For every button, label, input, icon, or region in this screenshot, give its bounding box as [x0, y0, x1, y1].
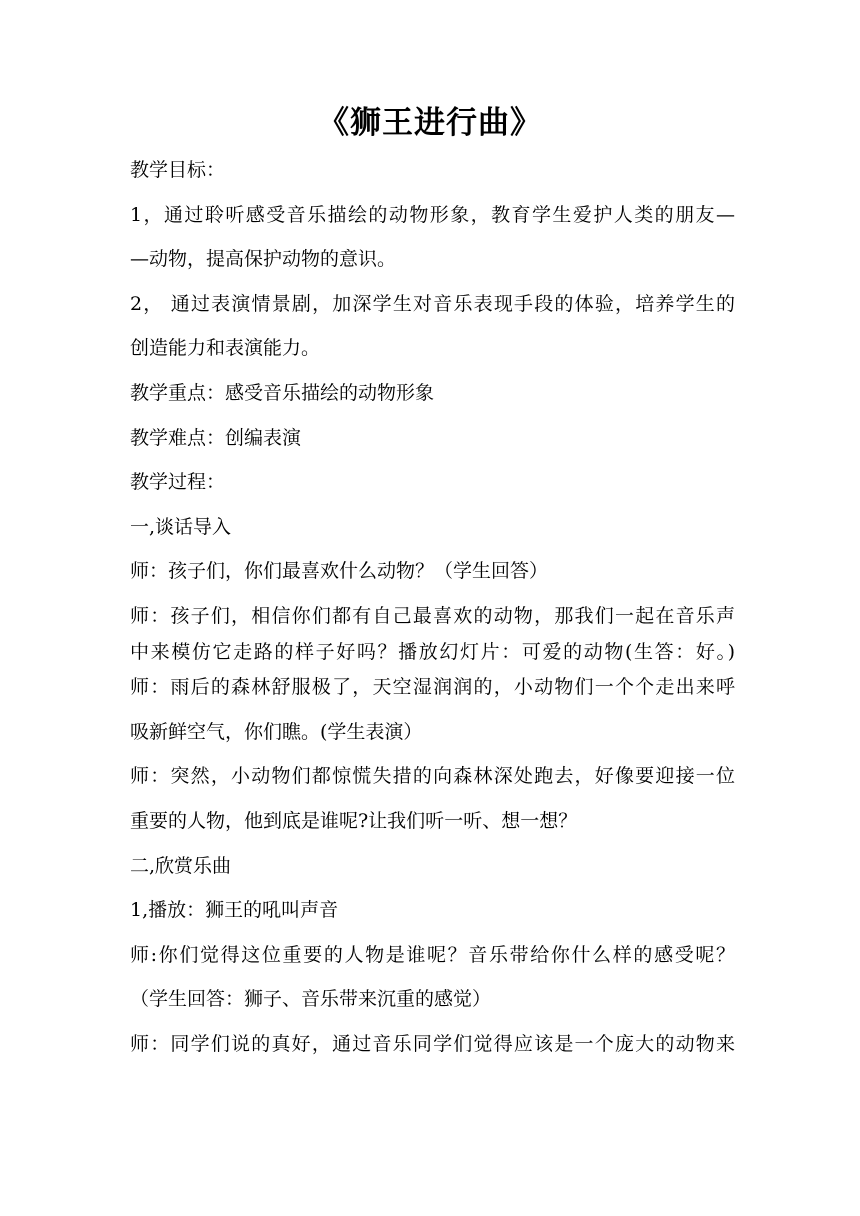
text-line: 教学过程： [130, 471, 226, 494]
text-line: 师:你们觉得这位重要的人物是谁呢？音乐带给你什么样的感受呢？ [130, 943, 735, 966]
text-line: 2， 通过表演情景剧，加深学生对音乐表现手段的体验，培养学生的 [130, 292, 735, 315]
text-line: （学生回答：狮子、音乐带来沉重的感觉） [130, 988, 492, 1011]
text-line: 师：孩子们，相信你们都有自己最喜欢的动物，那我们一起在音乐声 [130, 604, 735, 627]
text-line: 创造能力和表演能力。 [130, 337, 321, 360]
text-line: 1，通过聆听感受音乐描绘的动物形象，教育学生爱护人类的朋友— [130, 203, 735, 226]
text-line: 二,欣赏乐曲 [130, 854, 232, 877]
text-line: 师：同学们说的真好，通过音乐同学们觉得应该是一个庞大的动物来 [130, 1032, 735, 1055]
text-line: 教学目标： [130, 159, 226, 181]
text-line: 1,播放：狮王的吼叫声音 [130, 899, 339, 922]
text-line: 教学难点：创编表演 [130, 426, 302, 449]
text-line: 一,谈话导入 [130, 515, 232, 538]
document-title: 《狮王进行曲》 [318, 105, 542, 141]
document-body [130, 153, 735, 1071]
text-line: 教学重点：感受音乐描绘的动物形象 [130, 381, 435, 404]
text-line: 师：突然，小动物们都惊慌失措的向森林深处跑去，好像要迎接一位 [130, 765, 735, 788]
text-line: 重要的人物，他到底是谁呢?让我们听一听、想一想？ [130, 809, 578, 832]
text-line: 师：雨后的森林舒服极了，天空湿润润的，小动物们一个个走出来呼 [130, 676, 735, 699]
text-line: —动物，提高保护动物的意识。 [130, 248, 397, 271]
text-line: 师：孩子们，你们最喜欢什么动物？（学生回答） [130, 560, 549, 583]
text-line: 中来模仿它走路的样子好吗？播放幻灯片：可爱的动物(生答：好。) [130, 640, 735, 663]
text-line: 吸新鲜空气，你们瞧。(学生表演） [130, 720, 423, 743]
